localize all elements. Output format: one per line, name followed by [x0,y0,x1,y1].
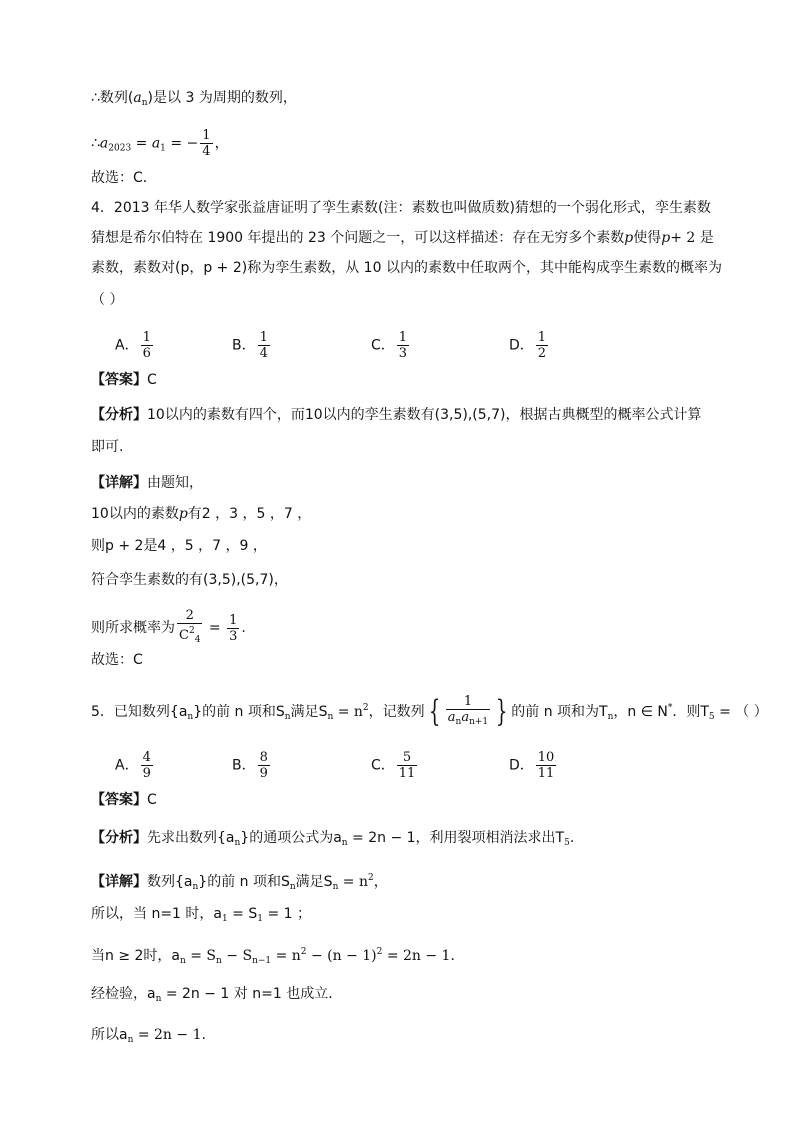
text: 5．已知数列{a [91,704,188,720]
subscript: n [455,717,462,727]
right-brace: } [495,694,508,729]
text: 当n ≥ 2时，a [91,948,180,964]
option-label: C． [371,757,395,774]
numerator: 1 [202,128,211,143]
q5-option-a [115,750,155,781]
q5-detail-line-1 [91,868,388,897]
text: 满足S [290,704,328,720]
text: 有2 ，3 ，5 ，7 ， [187,506,312,522]
therefore-symbol: ∴ [91,90,100,106]
fraction [397,750,418,781]
var: p [661,230,671,246]
fraction [200,128,212,159]
denominator: 3 [398,346,408,361]
q4-detail-line-6: 故选：C [91,652,143,668]
var: a [461,710,470,725]
therefore-symbol: ∴ [91,135,100,152]
math: = n [338,874,369,890]
fraction [446,694,490,730]
text: 使得 [633,230,662,246]
text: 的前 n 项和为T [511,704,608,720]
text: 数列( [99,90,134,106]
answer-tag: 【答案】 [91,372,147,388]
text: 由题知， [147,475,203,491]
q4-stem-line-4: （ ） [91,292,124,308]
fraction [397,330,409,361]
math: = − [165,135,199,152]
denominator: 9 [142,766,151,781]
q5-detail-line-2 [91,904,311,929]
math: = [204,620,226,636]
var: a [99,135,109,152]
text: . [241,620,246,636]
math: = n [271,948,301,964]
text: 所以，当 n=1 时，a [91,906,222,922]
text: 先求出数列{a [147,830,235,846]
text: ， [373,874,388,890]
analysis-tag: 【分析】 [91,830,147,846]
answer-value: C [147,792,157,808]
option-label: A． [115,757,139,774]
fraction [536,330,548,361]
q5-analysis-line [91,828,574,853]
subscript: n [216,956,222,966]
text: = 1 ； [263,906,311,922]
fraction [258,330,270,361]
subscript: 4 [194,635,201,645]
q4-option-a [115,330,155,361]
q4-stem-line-3: 素数，素数对(p，p + 2)称为孪生素数，从 10 以内的素数中任取两个，其中能构成孪生素数的概率为 [91,260,722,276]
detail-tag: 【详解】 [91,475,147,491]
superscript: 2 [376,947,383,957]
numerator: 2 [177,608,202,624]
math: = n [333,704,363,720]
text: 10以内的素数有四个，而10以内的孪生素数有(3,5),(5,7)，根据古典概型的概率公式计算 [147,407,702,423]
text: 则所求概率为 [91,620,175,636]
denominator: 11 [537,766,555,781]
subscript: n [127,1035,134,1045]
superscript: 2 [188,626,195,636]
q4-analysis-line-1 [91,405,701,425]
fraction [177,608,202,648]
subscript: n [289,882,296,892]
fraction [141,750,153,781]
subscript: n [284,712,291,722]
text: 经检验，a [91,986,156,1002]
q5-stem-line [91,694,768,730]
option-label: D． [509,757,534,774]
q5-answer [91,790,157,810]
numerator: 1 [259,330,268,345]
q4-option-c [371,330,411,361]
subscript: n [332,882,339,892]
superscript: 2 [368,873,374,883]
subscript: n [180,956,186,966]
text: = 2n − 1 对 n=1 也成立. [161,986,333,1002]
text: . [569,830,575,846]
answer-tag: 【答案】 [91,792,147,808]
q4-detail-line-5 [91,608,246,648]
q4-detail-line-4: 符合孪生素数的有(3,5),(5,7)， [91,572,288,588]
option-label: D． [509,337,534,354]
denominator: 9 [259,766,268,781]
denominator: 6 [142,346,151,361]
q4-option-b [232,330,272,361]
text: )是以 3 为周期的数列， [147,90,297,106]
numerator: 10 [537,750,555,765]
text: ，n ∈ N [613,704,668,720]
text: 10以内的素数 [91,506,179,522]
option-label: B． [232,337,256,354]
choice-line: 故选：C． [91,170,157,186]
subscript: 1 [160,143,166,154]
q5-option-d [509,750,558,781]
text: }的前 n 项和S [198,874,290,890]
subscript: 5 [564,838,570,848]
superscript: 2 [300,947,307,957]
q5-detail-line-3 [91,942,455,971]
fraction [536,750,557,781]
text: = 2n − 1，利用裂项相消法求出T [347,830,565,846]
fraction [141,330,153,361]
denominator: 2 [537,346,547,361]
q4-analysis-line-2: 即可. [91,439,124,455]
text: ， [214,135,229,152]
denominator: 4 [259,346,268,361]
text: ．则T [672,704,709,720]
q4-stem-line-2 [91,228,714,248]
math: = 2n − 1. [382,948,455,964]
conclusion-value-line [91,128,229,159]
var: a [133,90,142,106]
denominator: 11 [398,766,416,781]
math: − (n − 1) [306,948,377,964]
answer-value: C [147,372,157,388]
text: }的通项公式为a [240,830,342,846]
var: p [178,506,188,522]
subscript: n [141,98,148,108]
left-brace: { [428,694,440,729]
q5-option-c [371,750,419,781]
q5-detail-line-4 [91,984,333,1009]
numerator: 1 [142,330,151,345]
q5-detail-line-5 [91,1025,206,1050]
option-label: C． [371,337,395,354]
text: 所以a [91,1027,128,1043]
denominator: 3 [229,628,238,644]
text: ，记数列 [368,704,425,720]
subscript: n [327,712,334,722]
var: a [447,710,456,725]
numerator: 1 [229,612,238,628]
subscript: n−1 [252,956,272,966]
subscript: n [192,882,199,892]
q4-detail-line-1 [91,473,203,493]
combination-c: C [179,628,189,643]
subscript: n [187,712,194,722]
q5-option-b [232,750,272,781]
text: 猜想是希尔伯特在 1900 年提出的 23 个问题之一，可以这样描述：存在无穷多个素数 [91,230,625,246]
denominator [177,624,202,648]
text: 满足S [295,874,333,890]
denominator [446,710,490,730]
superscript: 2 [362,703,369,713]
fraction [258,750,270,781]
option-label: A． [115,337,139,354]
subscript: n [607,712,614,722]
math: = 2n − 1. [133,1027,206,1043]
subscript: 1 [222,914,228,924]
numerator: 8 [259,750,268,765]
math: = S [185,948,217,964]
superscript: * [667,703,673,713]
numerator: 1 [446,694,490,710]
numerator: 1 [537,330,547,345]
var: p [624,230,634,246]
detail-tag: 【详解】 [91,874,147,890]
option-label: B． [232,757,256,774]
math: + 2 是 [670,230,714,246]
subscript: 5 [708,712,715,722]
math: = a [131,135,161,152]
numerator: 1 [398,330,408,345]
text: = （ ） [714,704,768,720]
text: }的前 n 项和S [193,704,285,720]
q4-detail-line-3: 则p + 2是4 ，5 ，7 ，9 ， [91,538,267,554]
subscript: 2023 [108,143,132,154]
numerator: 5 [397,750,418,766]
q4-stem-line-1: 4．2013 年华人数学家张益唐证明了孪生素数(注：素数也叫做质数)猜想的一个弱化形式，孪生素数 [91,200,711,216]
conclusion-period-line [91,88,297,113]
subscript: n [155,994,162,1004]
fraction [227,613,239,644]
text: 数列{a [147,874,193,890]
q4-answer [91,370,157,390]
q4-detail-line-2 [91,504,311,524]
math: − S [221,948,253,964]
subscript: n [341,838,348,848]
denominator: 4 [202,144,211,159]
subscript: n+1 [469,717,489,727]
subscript: n [234,838,241,848]
text: = S [227,906,258,922]
subscript: 1 [257,914,263,924]
q4-option-d [509,330,550,361]
numerator: 4 [142,750,151,765]
analysis-tag: 【分析】 [91,407,147,423]
